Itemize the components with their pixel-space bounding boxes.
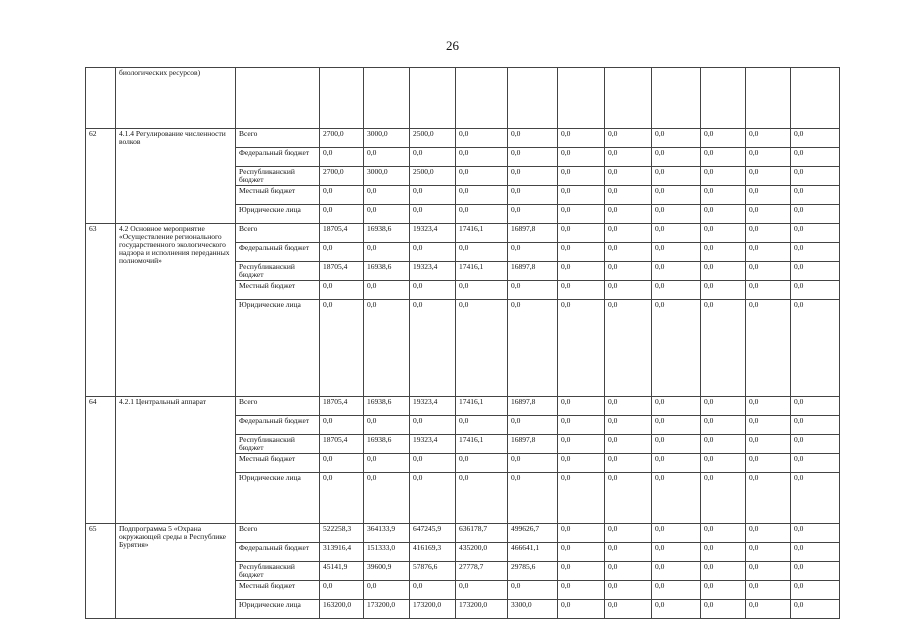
value-cell: 16938,6	[364, 262, 410, 281]
value-cell: 0,0	[320, 454, 364, 473]
value-cell: 0,0	[456, 129, 508, 148]
value-cell: 0,0	[364, 473, 410, 524]
budget-table	[85, 67, 840, 619]
value-cell: 0,0	[701, 562, 746, 581]
funding-source-cell: Юридические лица	[236, 300, 320, 397]
value-cell: 0,0	[652, 186, 701, 205]
value-cell: 313916,4	[320, 543, 364, 562]
value-cell: 0,0	[320, 416, 364, 435]
value-cell: 0,0	[605, 524, 652, 543]
value-cell: 0,0	[456, 416, 508, 435]
value-cell: 0,0	[791, 581, 840, 600]
value-cell: 0,0	[652, 454, 701, 473]
value-cell: 0,0	[701, 416, 746, 435]
value-cell: 0,0	[508, 148, 558, 167]
value-cell: 0,0	[508, 243, 558, 262]
funding-source-cell: Федеральный бюджет	[236, 543, 320, 562]
funding-source-cell: Юридические лица	[236, 473, 320, 524]
value-cell: 0,0	[508, 129, 558, 148]
value-cell: 0,0	[320, 186, 364, 205]
value-cell	[558, 68, 605, 129]
value-cell: 0,0	[652, 148, 701, 167]
value-cell: 151333,0	[364, 543, 410, 562]
value-cell: 0,0	[410, 148, 456, 167]
value-cell: 173200,0	[364, 600, 410, 619]
funding-source-cell: Всего	[236, 224, 320, 243]
value-cell: 0,0	[746, 543, 791, 562]
value-cell: 16938,6	[364, 397, 410, 416]
value-cell: 17416,1	[456, 397, 508, 416]
value-cell: 2700,0	[320, 129, 364, 148]
value-cell: 0,0	[605, 129, 652, 148]
value-cell: 0,0	[652, 281, 701, 300]
value-cell: 0,0	[364, 300, 410, 397]
value-cell: 0,0	[701, 543, 746, 562]
value-cell: 0,0	[320, 300, 364, 397]
table-row	[86, 224, 840, 243]
value-cell: 0,0	[456, 454, 508, 473]
source-cell	[236, 68, 320, 129]
value-cell: 17416,1	[456, 224, 508, 243]
value-cell: 0,0	[508, 581, 558, 600]
value-cell	[652, 68, 701, 129]
value-cell: 0,0	[652, 600, 701, 619]
value-cell: 364133,9	[364, 524, 410, 543]
value-cell: 0,0	[364, 454, 410, 473]
value-cell: 39600,9	[364, 562, 410, 581]
value-cell: 0,0	[508, 186, 558, 205]
value-cell: 0,0	[605, 243, 652, 262]
value-cell: 0,0	[746, 262, 791, 281]
value-cell: 0,0	[701, 581, 746, 600]
value-cell: 0,0	[558, 281, 605, 300]
row-number-cell: 65	[86, 524, 116, 619]
value-cell: 2500,0	[410, 167, 456, 186]
value-cell: 0,0	[746, 205, 791, 224]
value-cell	[605, 68, 652, 129]
value-cell	[320, 68, 364, 129]
value-cell: 0,0	[605, 581, 652, 600]
value-cell: 27778,7	[456, 562, 508, 581]
value-cell: 0,0	[456, 205, 508, 224]
value-cell: 0,0	[701, 186, 746, 205]
value-cell: 0,0	[410, 281, 456, 300]
item-name-cell: 4.1.4 Регулирование численности волков	[116, 129, 236, 224]
value-cell: 0,0	[746, 397, 791, 416]
value-cell: 0,0	[791, 281, 840, 300]
value-cell: 0,0	[746, 524, 791, 543]
value-cell: 0,0	[605, 281, 652, 300]
value-cell: 0,0	[558, 562, 605, 581]
value-cell: 0,0	[605, 300, 652, 397]
value-cell: 0,0	[410, 186, 456, 205]
value-cell: 0,0	[746, 129, 791, 148]
value-cell: 0,0	[558, 473, 605, 524]
value-cell: 18705,4	[320, 435, 364, 454]
value-cell: 0,0	[558, 262, 605, 281]
value-cell: 0,0	[701, 524, 746, 543]
row-number-cell: 63	[86, 224, 116, 397]
value-cell: 0,0	[364, 581, 410, 600]
value-cell: 0,0	[701, 473, 746, 524]
value-cell	[701, 68, 746, 129]
value-cell: 0,0	[701, 224, 746, 243]
value-cell: 0,0	[791, 300, 840, 397]
value-cell: 0,0	[791, 243, 840, 262]
table-row	[86, 524, 840, 543]
value-cell: 0,0	[364, 416, 410, 435]
item-name-cell: 4.2 Основное мероприятие «Осуществление регионального государственного экологического надзора и исполнения переданных полномочий»	[116, 224, 236, 397]
value-cell	[746, 68, 791, 129]
value-cell: 3000,0	[364, 129, 410, 148]
value-cell: 0,0	[652, 524, 701, 543]
value-cell: 0,0	[364, 186, 410, 205]
value-cell: 0,0	[456, 581, 508, 600]
value-cell: 0,0	[456, 300, 508, 397]
value-cell	[791, 68, 840, 129]
funding-source-cell: Местный бюджет	[236, 454, 320, 473]
funding-source-cell: Федеральный бюджет	[236, 416, 320, 435]
value-cell: 0,0	[456, 186, 508, 205]
value-cell: 0,0	[410, 581, 456, 600]
value-cell: 0,0	[456, 473, 508, 524]
value-cell: 0,0	[701, 262, 746, 281]
funding-source-cell: Местный бюджет	[236, 281, 320, 300]
value-cell: 0,0	[320, 281, 364, 300]
value-cell: 0,0	[746, 167, 791, 186]
value-cell: 163200,0	[320, 600, 364, 619]
funding-source-cell: Республиканский бюджет	[236, 167, 320, 186]
value-cell: 19323,4	[410, 224, 456, 243]
value-cell: 0,0	[652, 562, 701, 581]
value-cell: 19323,4	[410, 397, 456, 416]
value-cell: 0,0	[652, 473, 701, 524]
value-cell: 0,0	[791, 600, 840, 619]
page-number: 26	[446, 38, 459, 53]
value-cell: 0,0	[558, 397, 605, 416]
value-cell: 19323,4	[410, 262, 456, 281]
value-cell: 173200,0	[410, 600, 456, 619]
value-cell: 0,0	[605, 454, 652, 473]
value-cell: 0,0	[746, 281, 791, 300]
value-cell: 2700,0	[320, 167, 364, 186]
funding-source-cell: Юридические лица	[236, 600, 320, 619]
value-cell: 0,0	[456, 148, 508, 167]
value-cell: 0,0	[508, 205, 558, 224]
value-cell: 0,0	[508, 473, 558, 524]
value-cell: 0,0	[791, 543, 840, 562]
value-cell: 0,0	[558, 435, 605, 454]
value-cell: 0,0	[410, 473, 456, 524]
value-cell: 466641,1	[508, 543, 558, 562]
value-cell: 0,0	[746, 224, 791, 243]
value-cell: 0,0	[701, 600, 746, 619]
value-cell: 0,0	[558, 300, 605, 397]
value-cell: 0,0	[746, 562, 791, 581]
value-cell: 0,0	[652, 224, 701, 243]
value-cell: 0,0	[558, 543, 605, 562]
value-cell: 0,0	[320, 148, 364, 167]
value-cell: 0,0	[701, 167, 746, 186]
value-cell: 0,0	[791, 435, 840, 454]
value-cell: 0,0	[558, 167, 605, 186]
value-cell	[410, 68, 456, 129]
value-cell: 0,0	[558, 454, 605, 473]
value-cell: 0,0	[605, 435, 652, 454]
value-cell: 0,0	[652, 167, 701, 186]
value-cell: 0,0	[701, 148, 746, 167]
value-cell: 0,0	[410, 300, 456, 397]
value-cell: 0,0	[791, 397, 840, 416]
value-cell: 0,0	[364, 281, 410, 300]
value-cell: 16938,6	[364, 224, 410, 243]
value-cell: 0,0	[652, 300, 701, 397]
funding-source-cell: Республиканский бюджет	[236, 262, 320, 281]
value-cell: 0,0	[558, 243, 605, 262]
value-cell: 0,0	[652, 129, 701, 148]
value-cell: 0,0	[605, 224, 652, 243]
value-cell: 0,0	[456, 167, 508, 186]
value-cell: 522258,3	[320, 524, 364, 543]
funding-source-cell: Всего	[236, 129, 320, 148]
value-cell	[456, 68, 508, 129]
item-name-cell: 4.2.1 Центральный аппарат	[116, 397, 236, 524]
value-cell: 173200,0	[456, 600, 508, 619]
value-cell: 0,0	[320, 243, 364, 262]
value-cell: 0,0	[508, 281, 558, 300]
value-cell: 0,0	[508, 167, 558, 186]
value-cell: 18705,4	[320, 397, 364, 416]
value-cell: 0,0	[791, 262, 840, 281]
value-cell: 0,0	[701, 205, 746, 224]
value-cell: 499626,7	[508, 524, 558, 543]
funding-source-cell: Местный бюджет	[236, 186, 320, 205]
value-cell: 0,0	[508, 300, 558, 397]
value-cell: 16938,6	[364, 435, 410, 454]
table-row	[86, 397, 840, 416]
value-cell: 0,0	[558, 524, 605, 543]
value-cell: 0,0	[791, 524, 840, 543]
value-cell: 18705,4	[320, 224, 364, 243]
value-cell: 0,0	[320, 581, 364, 600]
value-cell: 0,0	[652, 243, 701, 262]
value-cell: 57876,6	[410, 562, 456, 581]
table-row-continuation	[86, 68, 840, 129]
funding-source-cell: Всего	[236, 524, 320, 543]
value-cell: 0,0	[652, 581, 701, 600]
value-cell: 0,0	[701, 454, 746, 473]
value-cell: 0,0	[746, 300, 791, 397]
value-cell: 18705,4	[320, 262, 364, 281]
value-cell: 0,0	[558, 205, 605, 224]
value-cell: 0,0	[320, 473, 364, 524]
value-cell: 0,0	[456, 281, 508, 300]
value-cell: 0,0	[320, 205, 364, 224]
value-cell: 0,0	[746, 600, 791, 619]
value-cell: 0,0	[605, 148, 652, 167]
item-name-cell: Подпрограмма 5 «Охрана окружающей среды в Республике Бурятия»	[116, 524, 236, 619]
value-cell: 0,0	[652, 205, 701, 224]
value-cell: 0,0	[791, 205, 840, 224]
row-number-cell: 62	[86, 129, 116, 224]
value-cell: 0,0	[652, 543, 701, 562]
value-cell: 0,0	[791, 224, 840, 243]
row-number-cell	[86, 68, 116, 129]
funding-source-cell: Федеральный бюджет	[236, 148, 320, 167]
value-cell: 2500,0	[410, 129, 456, 148]
value-cell: 0,0	[364, 243, 410, 262]
value-cell: 0,0	[410, 416, 456, 435]
value-cell: 0,0	[605, 473, 652, 524]
value-cell: 435200,0	[456, 543, 508, 562]
value-cell: 0,0	[558, 416, 605, 435]
value-cell: 0,0	[558, 224, 605, 243]
funding-source-cell: Юридические лица	[236, 205, 320, 224]
table-body	[86, 68, 840, 619]
value-cell: 0,0	[605, 416, 652, 435]
value-cell: 0,0	[791, 454, 840, 473]
value-cell: 0,0	[605, 600, 652, 619]
value-cell: 0,0	[605, 397, 652, 416]
value-cell: 0,0	[791, 473, 840, 524]
value-cell: 0,0	[410, 205, 456, 224]
funding-source-cell: Республиканский бюджет	[236, 562, 320, 581]
value-cell: 0,0	[791, 167, 840, 186]
value-cell: 0,0	[558, 129, 605, 148]
row-number-cell: 64	[86, 397, 116, 524]
value-cell: 0,0	[605, 543, 652, 562]
value-cell: 647245,9	[410, 524, 456, 543]
value-cell: 0,0	[701, 397, 746, 416]
value-cell: 0,0	[410, 243, 456, 262]
value-cell: 416169,3	[410, 543, 456, 562]
value-cell: 0,0	[746, 243, 791, 262]
funding-source-cell: Всего	[236, 397, 320, 416]
value-cell: 0,0	[605, 186, 652, 205]
value-cell: 0,0	[746, 581, 791, 600]
value-cell: 0,0	[791, 416, 840, 435]
value-cell: 0,0	[746, 186, 791, 205]
value-cell: 0,0	[605, 205, 652, 224]
value-cell: 0,0	[791, 129, 840, 148]
value-cell: 19323,4	[410, 435, 456, 454]
funding-source-cell: Местный бюджет	[236, 581, 320, 600]
value-cell: 0,0	[652, 262, 701, 281]
value-cell: 0,0	[652, 435, 701, 454]
value-cell: 0,0	[456, 243, 508, 262]
value-cell: 0,0	[791, 186, 840, 205]
value-cell: 0,0	[508, 454, 558, 473]
value-cell: 0,0	[701, 435, 746, 454]
value-cell: 0,0	[652, 416, 701, 435]
value-cell: 0,0	[746, 473, 791, 524]
value-cell: 0,0	[701, 243, 746, 262]
value-cell: 0,0	[508, 416, 558, 435]
value-cell: 0,0	[605, 562, 652, 581]
value-cell: 0,0	[558, 581, 605, 600]
value-cell: 16897,8	[508, 435, 558, 454]
funding-source-cell: Федеральный бюджет	[236, 243, 320, 262]
value-cell	[508, 68, 558, 129]
value-cell: 0,0	[605, 262, 652, 281]
value-cell: 0,0	[746, 416, 791, 435]
value-cell: 16897,8	[508, 224, 558, 243]
value-cell: 0,0	[791, 562, 840, 581]
value-cell: 29785,6	[508, 562, 558, 581]
value-cell: 0,0	[701, 281, 746, 300]
value-cell: 0,0	[558, 148, 605, 167]
value-cell: 0,0	[701, 129, 746, 148]
value-cell: 0,0	[605, 167, 652, 186]
value-cell: 0,0	[410, 454, 456, 473]
value-cell: 0,0	[746, 435, 791, 454]
value-cell: 0,0	[791, 148, 840, 167]
table-row	[86, 129, 840, 148]
value-cell: 636178,7	[456, 524, 508, 543]
value-cell	[364, 68, 410, 129]
item-name-cell: биологических ресурсов)	[116, 68, 236, 129]
value-cell: 0,0	[364, 205, 410, 224]
value-cell: 16897,8	[508, 262, 558, 281]
value-cell: 17416,1	[456, 435, 508, 454]
value-cell: 0,0	[558, 186, 605, 205]
value-cell: 0,0	[701, 300, 746, 397]
value-cell: 3000,0	[364, 167, 410, 186]
value-cell: 17416,1	[456, 262, 508, 281]
value-cell: 0,0	[746, 454, 791, 473]
value-cell: 0,0	[558, 600, 605, 619]
value-cell: 3300,0	[508, 600, 558, 619]
value-cell: 16897,8	[508, 397, 558, 416]
value-cell: 0,0	[364, 148, 410, 167]
value-cell: 0,0	[652, 397, 701, 416]
value-cell: 45141,9	[320, 562, 364, 581]
value-cell: 0,0	[746, 148, 791, 167]
funding-source-cell: Республиканский бюджет	[236, 435, 320, 454]
